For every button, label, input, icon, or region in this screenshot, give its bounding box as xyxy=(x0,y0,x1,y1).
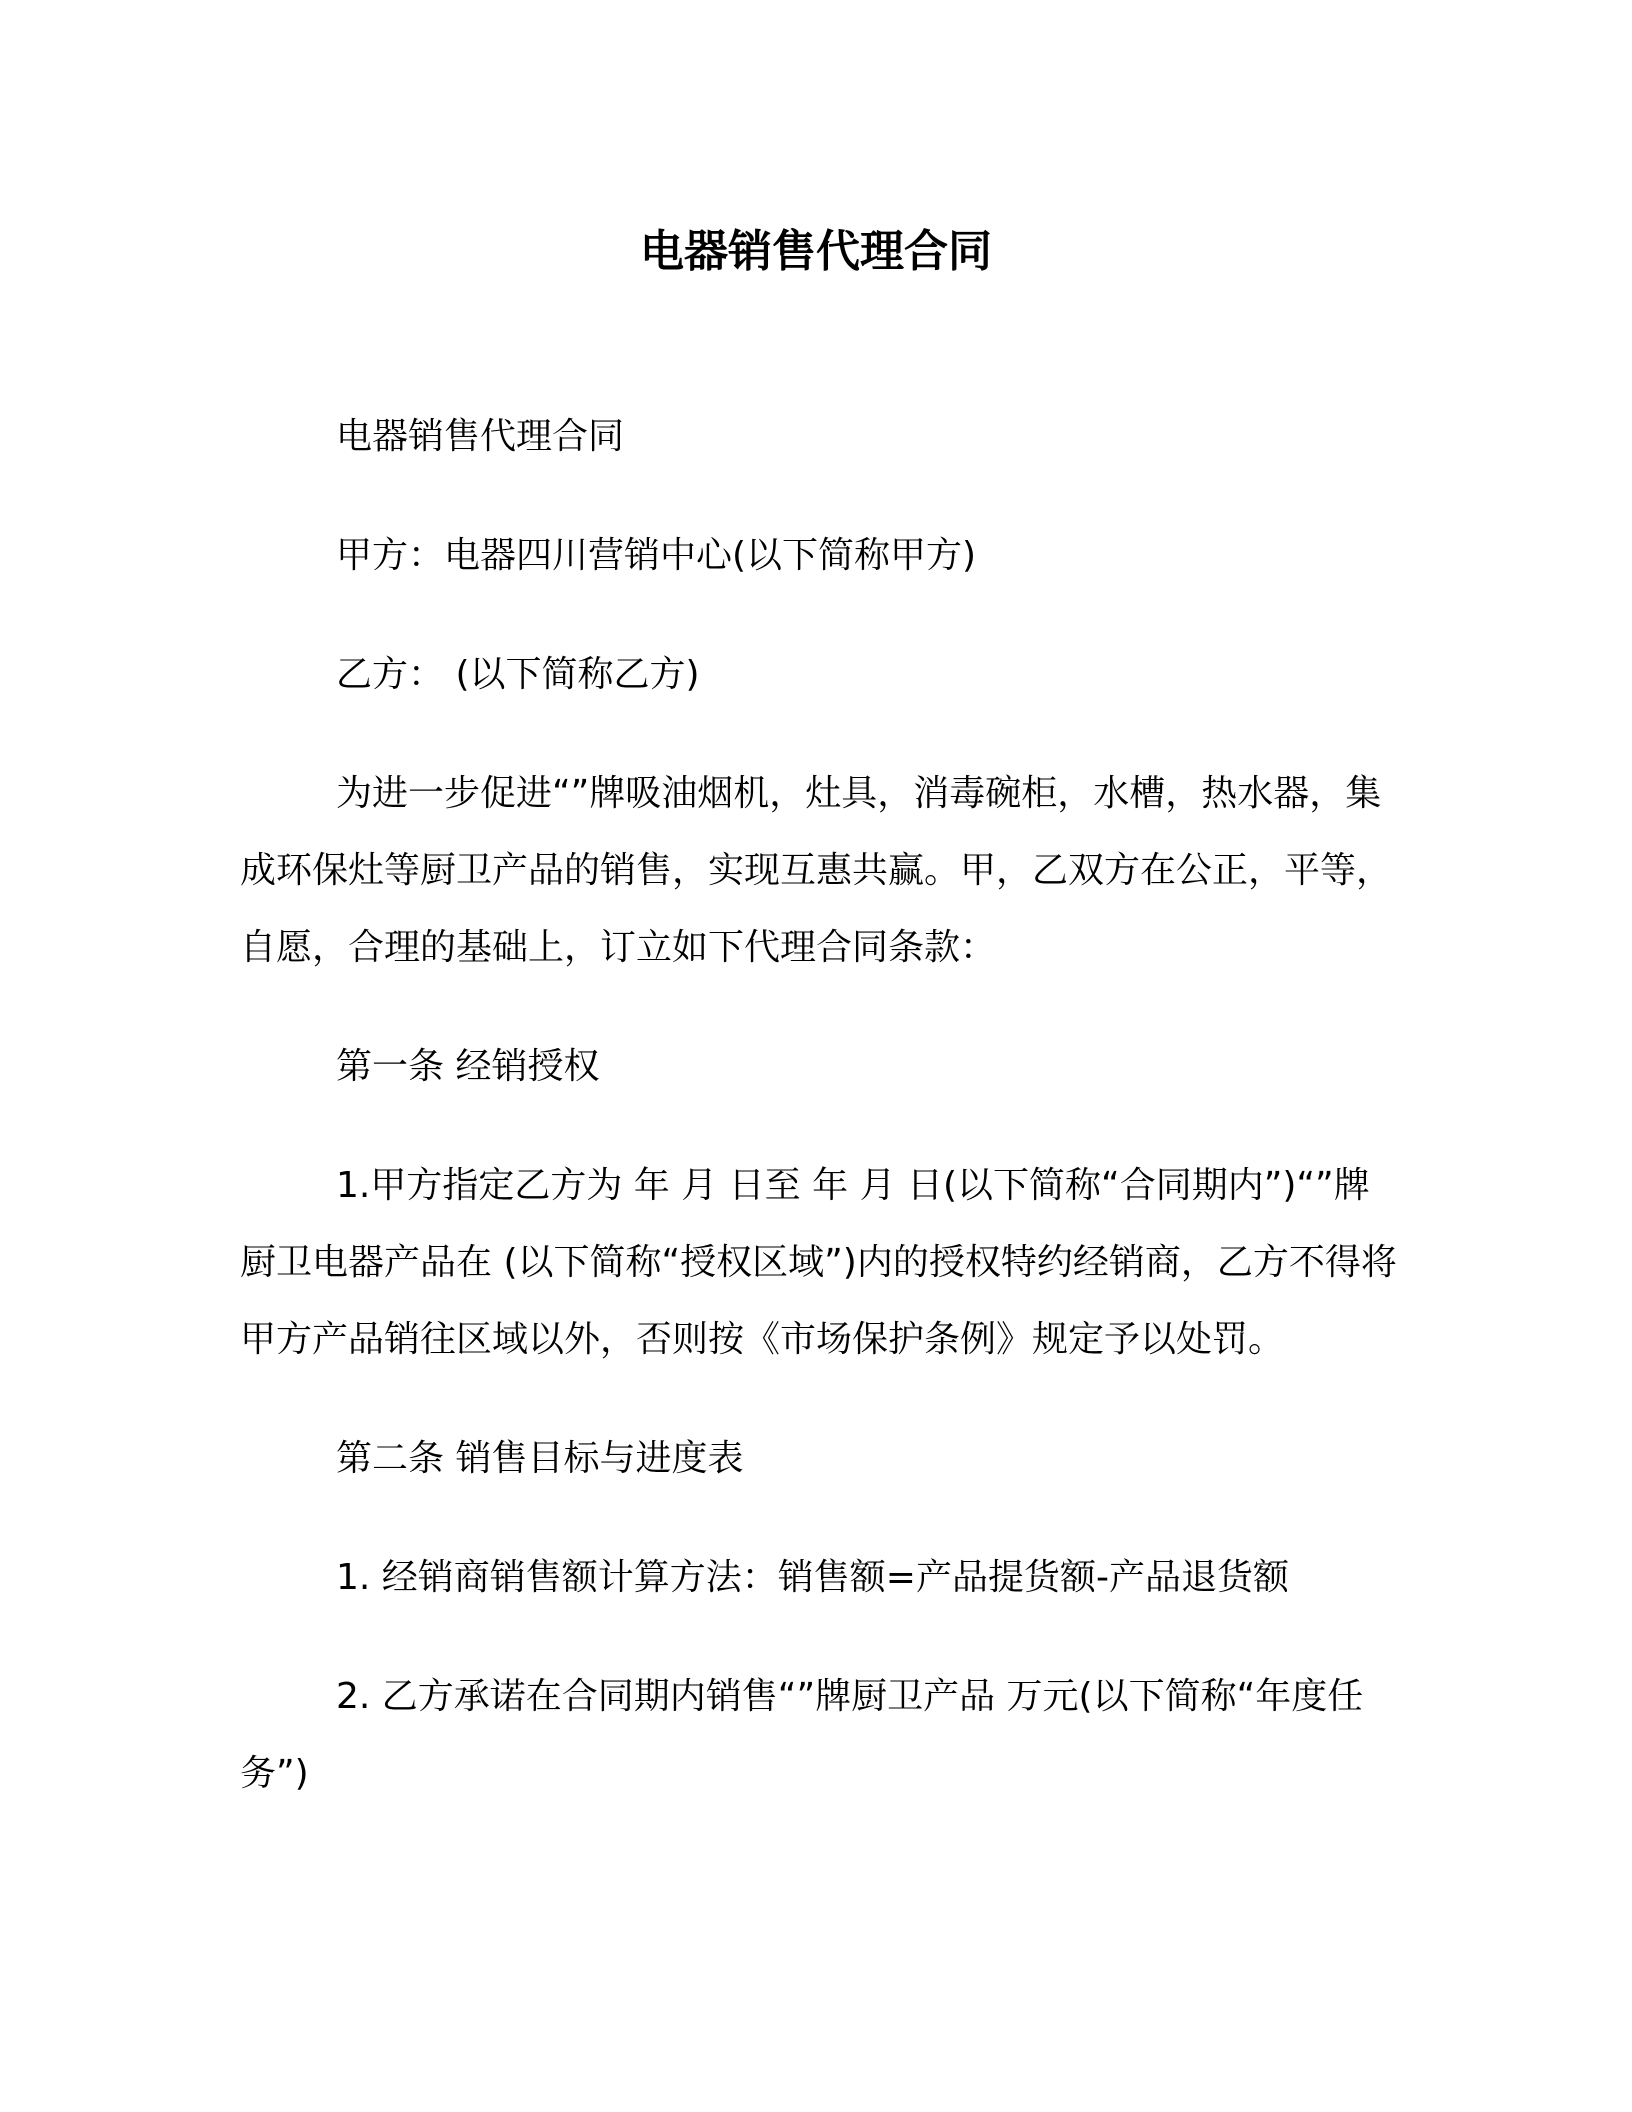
paragraph-party-a: 甲方：电器四川营销中心(以下简称甲方) xyxy=(336,535,977,576)
paragraph-article-2-heading: 第二条 销售目标与进度表 xyxy=(336,1438,744,1479)
paragraph-subtitle: 电器销售代理合同 xyxy=(336,416,625,457)
paragraph-article-1-heading: 第一条 经销授权 xyxy=(336,1046,600,1087)
paragraph-article-1-clause-1: 1.甲方指定乙方为 年 月 日至 年 月 日(以下简称“合同期内”)“”牌厨卫电器产品在 (以下简称“授权区域”)内的授权特约经销商，乙方不得将甲方产品销往区域以外，否则按《市场保护条例》规定予以处罚。 xyxy=(240,1165,1397,1360)
document-title: 电器销售代理合同 xyxy=(640,226,992,277)
paragraph-party-b: 乙方： (以下简称乙方) xyxy=(336,654,700,695)
paragraph-preamble: 为进一步促进“”牌吸油烟机，灶具，消毒碗柜，水槽，热水器，集成环保灶等厨卫产品的销售，实现互惠共赢。甲，乙双方在公正，平等，自愿，合理的基础上，订立如下代理合同条款： xyxy=(240,773,1393,968)
paragraph-article-2-clause-2: 2. 乙方承诺在合同期内销售“”牌厨卫产品 万元(以下简称“年度任务”) xyxy=(240,1676,1364,1794)
paragraph-article-2-clause-1: 1. 经销商销售额计算方法：销售额=产品提货额-产品退货额 xyxy=(336,1557,1289,1598)
document-body xyxy=(240,398,1400,1854)
